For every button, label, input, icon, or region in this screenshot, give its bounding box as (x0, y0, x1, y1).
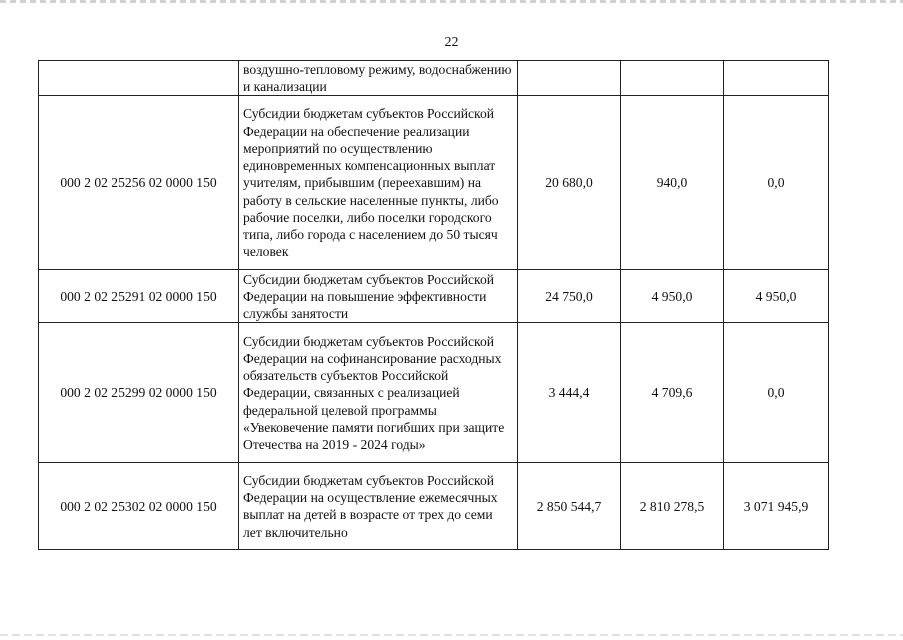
description-cell: Субсидии бюджетам субъектов Российской Федерации на повышение эффективности службы занятости (239, 270, 518, 323)
budget-table (38, 60, 829, 550)
description-cell: Субсидии бюджетам субъектов Российской Федерации на осуществление ежемесячных выплат на детей в возрасте от трех до семи лет включительно (239, 463, 518, 550)
budget-code-cell: 000 2 02 25299 02 0000 150 (39, 323, 239, 463)
value-cell-1: 24 750,0 (518, 270, 621, 323)
value-cell-3: 0,0 (724, 323, 829, 463)
value-cell-2 (621, 61, 724, 96)
value-cell-1: 3 444,4 (518, 323, 621, 463)
value-cell-2: 940,0 (621, 96, 724, 270)
budget-code-cell: 000 2 02 25302 02 0000 150 (39, 463, 239, 550)
budget-code-cell: 000 2 02 25291 02 0000 150 (39, 270, 239, 323)
value-cell-2: 4 950,0 (621, 270, 724, 323)
value-cell-2: 2 810 278,5 (621, 463, 724, 550)
table-row (39, 61, 829, 96)
value-cell-1 (518, 61, 621, 96)
value-cell-3: 3 071 945,9 (724, 463, 829, 550)
budget-code-cell: 000 2 02 25256 02 0000 150 (39, 96, 239, 270)
description-cell: Субсидии бюджетам субъектов Российской Федерации на обеспечение реализации мероприятий по осуществлению единовременных компенсационных выплат учителям, прибывшим (переехавшим) на работу в сельские населенные пункты, либо рабочие поселки, либо поселки городского типа, либо города с населением до 50 тысяч человек (239, 96, 518, 270)
table-row (39, 96, 829, 270)
table-row (39, 463, 829, 550)
page-number: 22 (444, 35, 459, 50)
budget-code-cell (39, 61, 239, 96)
value-cell-1: 2 850 544,7 (518, 463, 621, 550)
value-cell-3: 0,0 (724, 96, 829, 270)
table-row (39, 323, 829, 463)
description-cell: воздушно-тепловому режиму, водоснабжению и канализации (239, 61, 518, 96)
table-row (39, 270, 829, 323)
description-cell: Субсидии бюджетам субъектов Российской Федерации на софинансирование расходных обязательств субъектов Российской Федерации, связанных с реализацией федеральной целевой программы «Увековечение памяти погибших при защите Отечества на 2019 - 2024 годы» (239, 323, 518, 463)
value-cell-3 (724, 61, 829, 96)
scan-artifact-bottom (0, 634, 903, 636)
value-cell-3: 4 950,0 (724, 270, 829, 323)
value-cell-1: 20 680,0 (518, 96, 621, 270)
scan-artifact-top (0, 0, 903, 3)
value-cell-2: 4 709,6 (621, 323, 724, 463)
